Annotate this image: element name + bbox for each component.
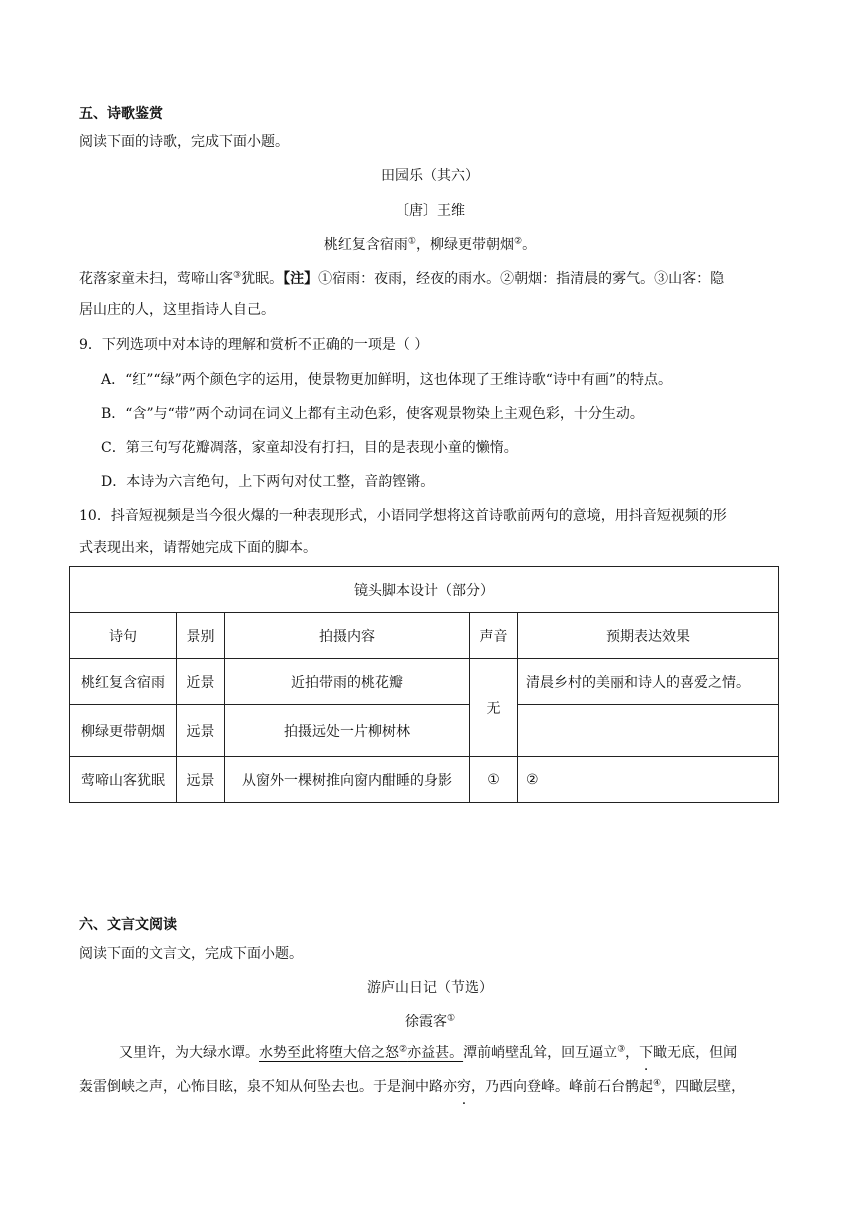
table-cell: 柳绿更带朝烟 bbox=[70, 705, 177, 757]
passage-text: ，四瞰层壁， bbox=[661, 1079, 746, 1095]
footnote-mark-1: ① bbox=[407, 236, 416, 247]
table-caption: 镜头脚本设计（部分） bbox=[70, 567, 779, 613]
footnote-mark-2: ② bbox=[514, 236, 523, 247]
passage-paragraph-line-2 bbox=[79, 1076, 745, 1098]
footnote-mark-2: ② bbox=[399, 1044, 408, 1055]
note-text: ①宿雨：夜雨，经夜的雨水。②朝烟：指清晨的雾气。③山客：隐 bbox=[318, 271, 725, 287]
footnote-mark-4: ④ bbox=[653, 1078, 662, 1089]
poem-title: 田园乐（其六） bbox=[381, 168, 479, 184]
poem-line-2-part-a: 花落家童未扫，莺啼山客 bbox=[79, 271, 233, 287]
table-cell: 远景 bbox=[177, 757, 225, 803]
footnote-mark-author: ① bbox=[446, 1013, 456, 1024]
note-text-continued: 居山庄的人，这里指诗人自己。 bbox=[79, 302, 275, 318]
table-header-effect: 预期表达效果 bbox=[518, 613, 779, 659]
passage-author bbox=[0, 1011, 860, 1033]
question-9-option-a: A．“红”“绿”两个颜色字的运用，使景物更加鲜明，这也体现了王维诗歌“诗中有画”的特点。 bbox=[101, 372, 673, 388]
shot-script-table bbox=[69, 566, 779, 803]
table-cell: 远景 bbox=[177, 705, 225, 757]
table-cell: ② bbox=[518, 757, 779, 803]
table-cell: 近拍带雨的桃花瓣 bbox=[225, 659, 470, 705]
table-header-content: 拍摄内容 bbox=[225, 613, 470, 659]
table-header-sound: 声音 bbox=[470, 613, 518, 659]
passage-author-name: 徐霞客 bbox=[404, 1014, 447, 1030]
poem-author: 〔唐〕王维 bbox=[395, 203, 465, 219]
table-cell bbox=[518, 705, 779, 757]
table-cell-sound-merged: 无 bbox=[470, 659, 518, 757]
table-cell: ① bbox=[470, 757, 518, 803]
table-header-line: 诗句 bbox=[70, 613, 177, 659]
passage-title: 游庐山日记（节选） bbox=[367, 980, 493, 996]
passage-text: ， bbox=[625, 1045, 640, 1061]
section5-instruction: 阅读下面的诗歌，完成下面小题。 bbox=[79, 134, 289, 150]
table-row bbox=[70, 757, 779, 803]
passage-paragraph-line-1 bbox=[119, 1042, 737, 1064]
poem-line-1-part-a: 桃红复含宿雨 bbox=[323, 237, 408, 253]
passage-text: 轰雷倒峡之声，心怖目眩，泉不知从何坠去也。于是涧中路亦 bbox=[79, 1079, 457, 1095]
table-cell: 拍摄远处一片柳树林 bbox=[225, 705, 470, 757]
underlined-text-b: 亦益甚。 bbox=[407, 1045, 464, 1061]
underlined-sentence bbox=[259, 1045, 463, 1061]
note-label: 【注】 bbox=[283, 271, 319, 287]
table-cell: 桃红复含宿雨 bbox=[70, 659, 177, 705]
footnote-mark-3: ③ bbox=[617, 1044, 626, 1055]
passage-text: 瞰无底，但闻 bbox=[653, 1045, 738, 1061]
table-cell: 清晨乡村的美丽和诗人的喜爱之情。 bbox=[518, 659, 779, 705]
table-cell: 近景 bbox=[177, 659, 225, 705]
table-cell: 莺啼山客犹眠 bbox=[70, 757, 177, 803]
emphasis-dotted-char: 下 bbox=[639, 1045, 654, 1061]
question-9-option-b: B．“含”与“带”两个动词在词义上都有主动色彩，使客观景物染上主观色彩，十分生动。 bbox=[101, 406, 644, 422]
poem-line-1 bbox=[0, 234, 860, 256]
poem-line-1-part-c: 。 bbox=[522, 237, 537, 253]
poem-line-1-part-b: ，柳绿更带朝烟 bbox=[416, 237, 514, 253]
question-9-option-d: D．本诗为六言绝句，上下两句对仗工整，音韵铿锵。 bbox=[101, 474, 435, 490]
poem-line-2-with-note bbox=[79, 268, 724, 290]
table-header-shot: 景别 bbox=[177, 613, 225, 659]
table-row bbox=[70, 659, 779, 705]
question-9-option-c: C．第三句写花瓣凋落，家童却没有打扫，目的是表现小童的懒惰。 bbox=[101, 440, 518, 456]
table-cell: 从窗外一棵树推向窗内酣睡的身影 bbox=[225, 757, 470, 803]
emphasis-dotted-char: 穷 bbox=[457, 1079, 471, 1095]
underlined-text-a: 水势至此将堕大倍之怒 bbox=[259, 1045, 399, 1061]
passage-text: 潭前峭壁乱耸，回互逼立 bbox=[463, 1045, 618, 1061]
question-10-line-2: 式表现出来，请帮她完成下面的脚本。 bbox=[79, 540, 317, 556]
footnote-mark-3: ③ bbox=[233, 270, 242, 281]
passage-text: 又里许，为大绿水谭。 bbox=[119, 1045, 259, 1061]
poem-line-2-part-b: 犹眠。 bbox=[241, 271, 284, 287]
question-9: 9．下列选项中对本诗的理解和赏析不正确的一项是（ ） bbox=[79, 337, 429, 353]
table-row bbox=[70, 705, 779, 757]
question-10-line-1: 10．抖音短视频是当今很火爆的一种表现形式，小语同学想将这首诗歌前两句的意境，用抖音短视频的形 bbox=[79, 508, 727, 524]
section6-instruction: 阅读下面的文言文，完成下面小题。 bbox=[79, 946, 303, 962]
section5-heading: 五、诗歌鉴赏 bbox=[79, 106, 163, 122]
section6-heading: 六、文言文阅读 bbox=[79, 917, 177, 933]
passage-text: ，乃西向登峰。峰前石台鹘起 bbox=[471, 1079, 653, 1095]
